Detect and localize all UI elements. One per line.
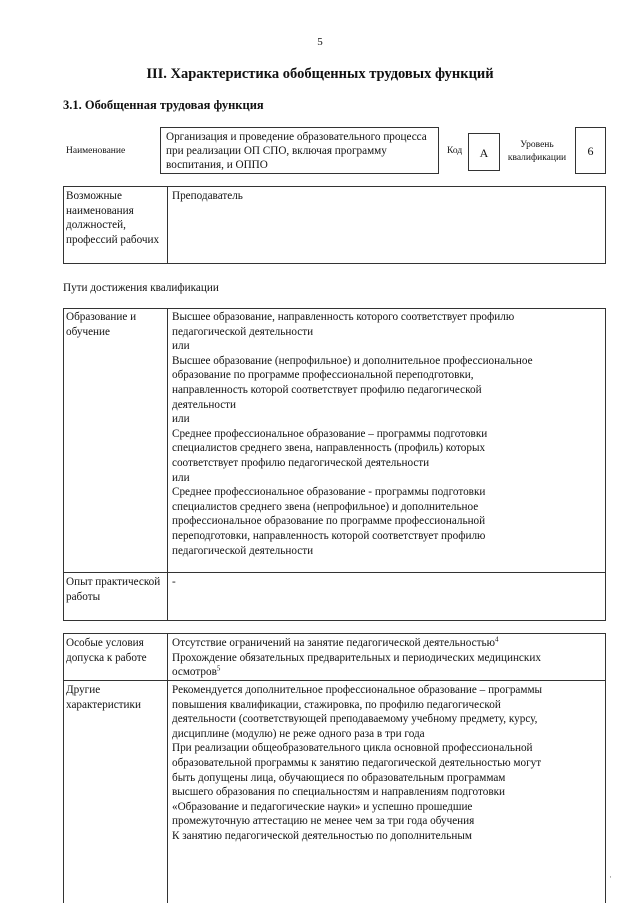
other-line: промежуточную аттестацию не менее чем за три года обучения [172, 815, 475, 828]
level-label: Уровень квалификации [507, 140, 567, 163]
education-line: педагогической деятельности [172, 325, 314, 338]
education-text [172, 310, 602, 558]
other-line: дисциплине (модулю) не реже одного раза в три года [172, 727, 425, 740]
special-conditions-text [172, 636, 604, 680]
level-value: 6 [587, 144, 594, 158]
other-text [172, 683, 604, 844]
education-line: соответствует профилю педагогической деятельности [172, 456, 430, 469]
footnote-ref-4: 4 [494, 635, 499, 644]
education-label: Образование и обучение [66, 311, 137, 338]
function-name-box [160, 127, 439, 174]
positions-value: Преподаватель [172, 190, 243, 202]
other-line: образовательной программы к занятию педагогической деятельностью могут [172, 756, 542, 769]
code-box [468, 133, 500, 171]
education-line: направленность которой соответствует профилю педагогической [172, 383, 482, 396]
level-box [575, 127, 606, 174]
education-line: Высшее образование, направленность которого соответствует профилю [172, 311, 515, 323]
name-label: Наименование [66, 146, 126, 156]
code-value: А [479, 146, 489, 160]
special-conditions-label: Особые условия допуска к работе [66, 637, 147, 664]
education-line: профессиональное образование по программе профессиональной [172, 515, 486, 528]
section-title: III. Характеристика обобщенных трудовых функций [146, 66, 494, 82]
positions-label: Возможные наименования должностей, профессий рабочих [66, 190, 160, 246]
other-label: Другие характеристики [66, 684, 141, 711]
education-line: Высшее образование (непрофильное) и дополнительное профессиональное [172, 354, 533, 367]
function-name-value: Организация и проведение образовательного процесса при реализации ОП СПО, включая программу воспитания, и ОППО [166, 131, 427, 171]
education-line: или [172, 340, 190, 353]
experience-label: Опыт практической работы [66, 576, 161, 603]
other-line: Рекомендуется дополнительное профессиональное образование – программы [172, 684, 543, 696]
education-line: специалистов среднего звена (непрофильное) и дополнительное [172, 500, 479, 513]
special-line-1: Отсутствие ограничений на занятие педагогической деятельностью [172, 637, 495, 649]
special-line-3: осмотров [172, 666, 217, 679]
other-line: повышения квалификации, стажировка, по профилю педагогической [172, 698, 501, 711]
page-number: 5 [317, 36, 323, 48]
corner-mark: · [609, 872, 612, 882]
education-line: или [172, 471, 190, 484]
other-line: высшего образования по специальностям и направлениям подготовки [172, 786, 506, 799]
education-line: Среднее профессиональное образование – программы подготовки [172, 427, 488, 440]
code-label: Код [447, 146, 463, 156]
paths-heading: Пути достижения квалификации [63, 282, 219, 294]
education-line: педагогической деятельности [172, 544, 314, 557]
other-line: К занятию педагогической деятельностью по дополнительным [172, 829, 472, 842]
education-line: деятельности [172, 398, 237, 411]
other-line: При реализации общеобразовательного цикла основной профессиональной [172, 742, 533, 755]
special-line-2: Прохождение обязательных предварительных и периодических медицинских [172, 651, 541, 664]
footnote-ref-5: 5 [216, 664, 221, 673]
other-line: «Образование и педагогические науки» и успешно прошедшие [172, 800, 473, 813]
education-line: образование по программе профессиональной переподготовки, [172, 369, 474, 382]
education-line: или [172, 413, 190, 426]
other-line: деятельности (соответствующей преподаваемому учебному предмету, курсу, [172, 713, 538, 726]
experience-value: - [172, 576, 176, 588]
other-line: быть допущены лица, обучающиеся по образовательным программам [172, 771, 506, 784]
education-line: переподготовки, направленность которой соответствует профилю [172, 529, 486, 542]
subsection-title: 3.1. Обобщенная трудовая функция [63, 98, 264, 112]
education-line: специалистов среднего звена, направленность (профиль) которых [172, 442, 486, 455]
education-line: Среднее профессиональное образование - программы подготовки [172, 486, 486, 499]
